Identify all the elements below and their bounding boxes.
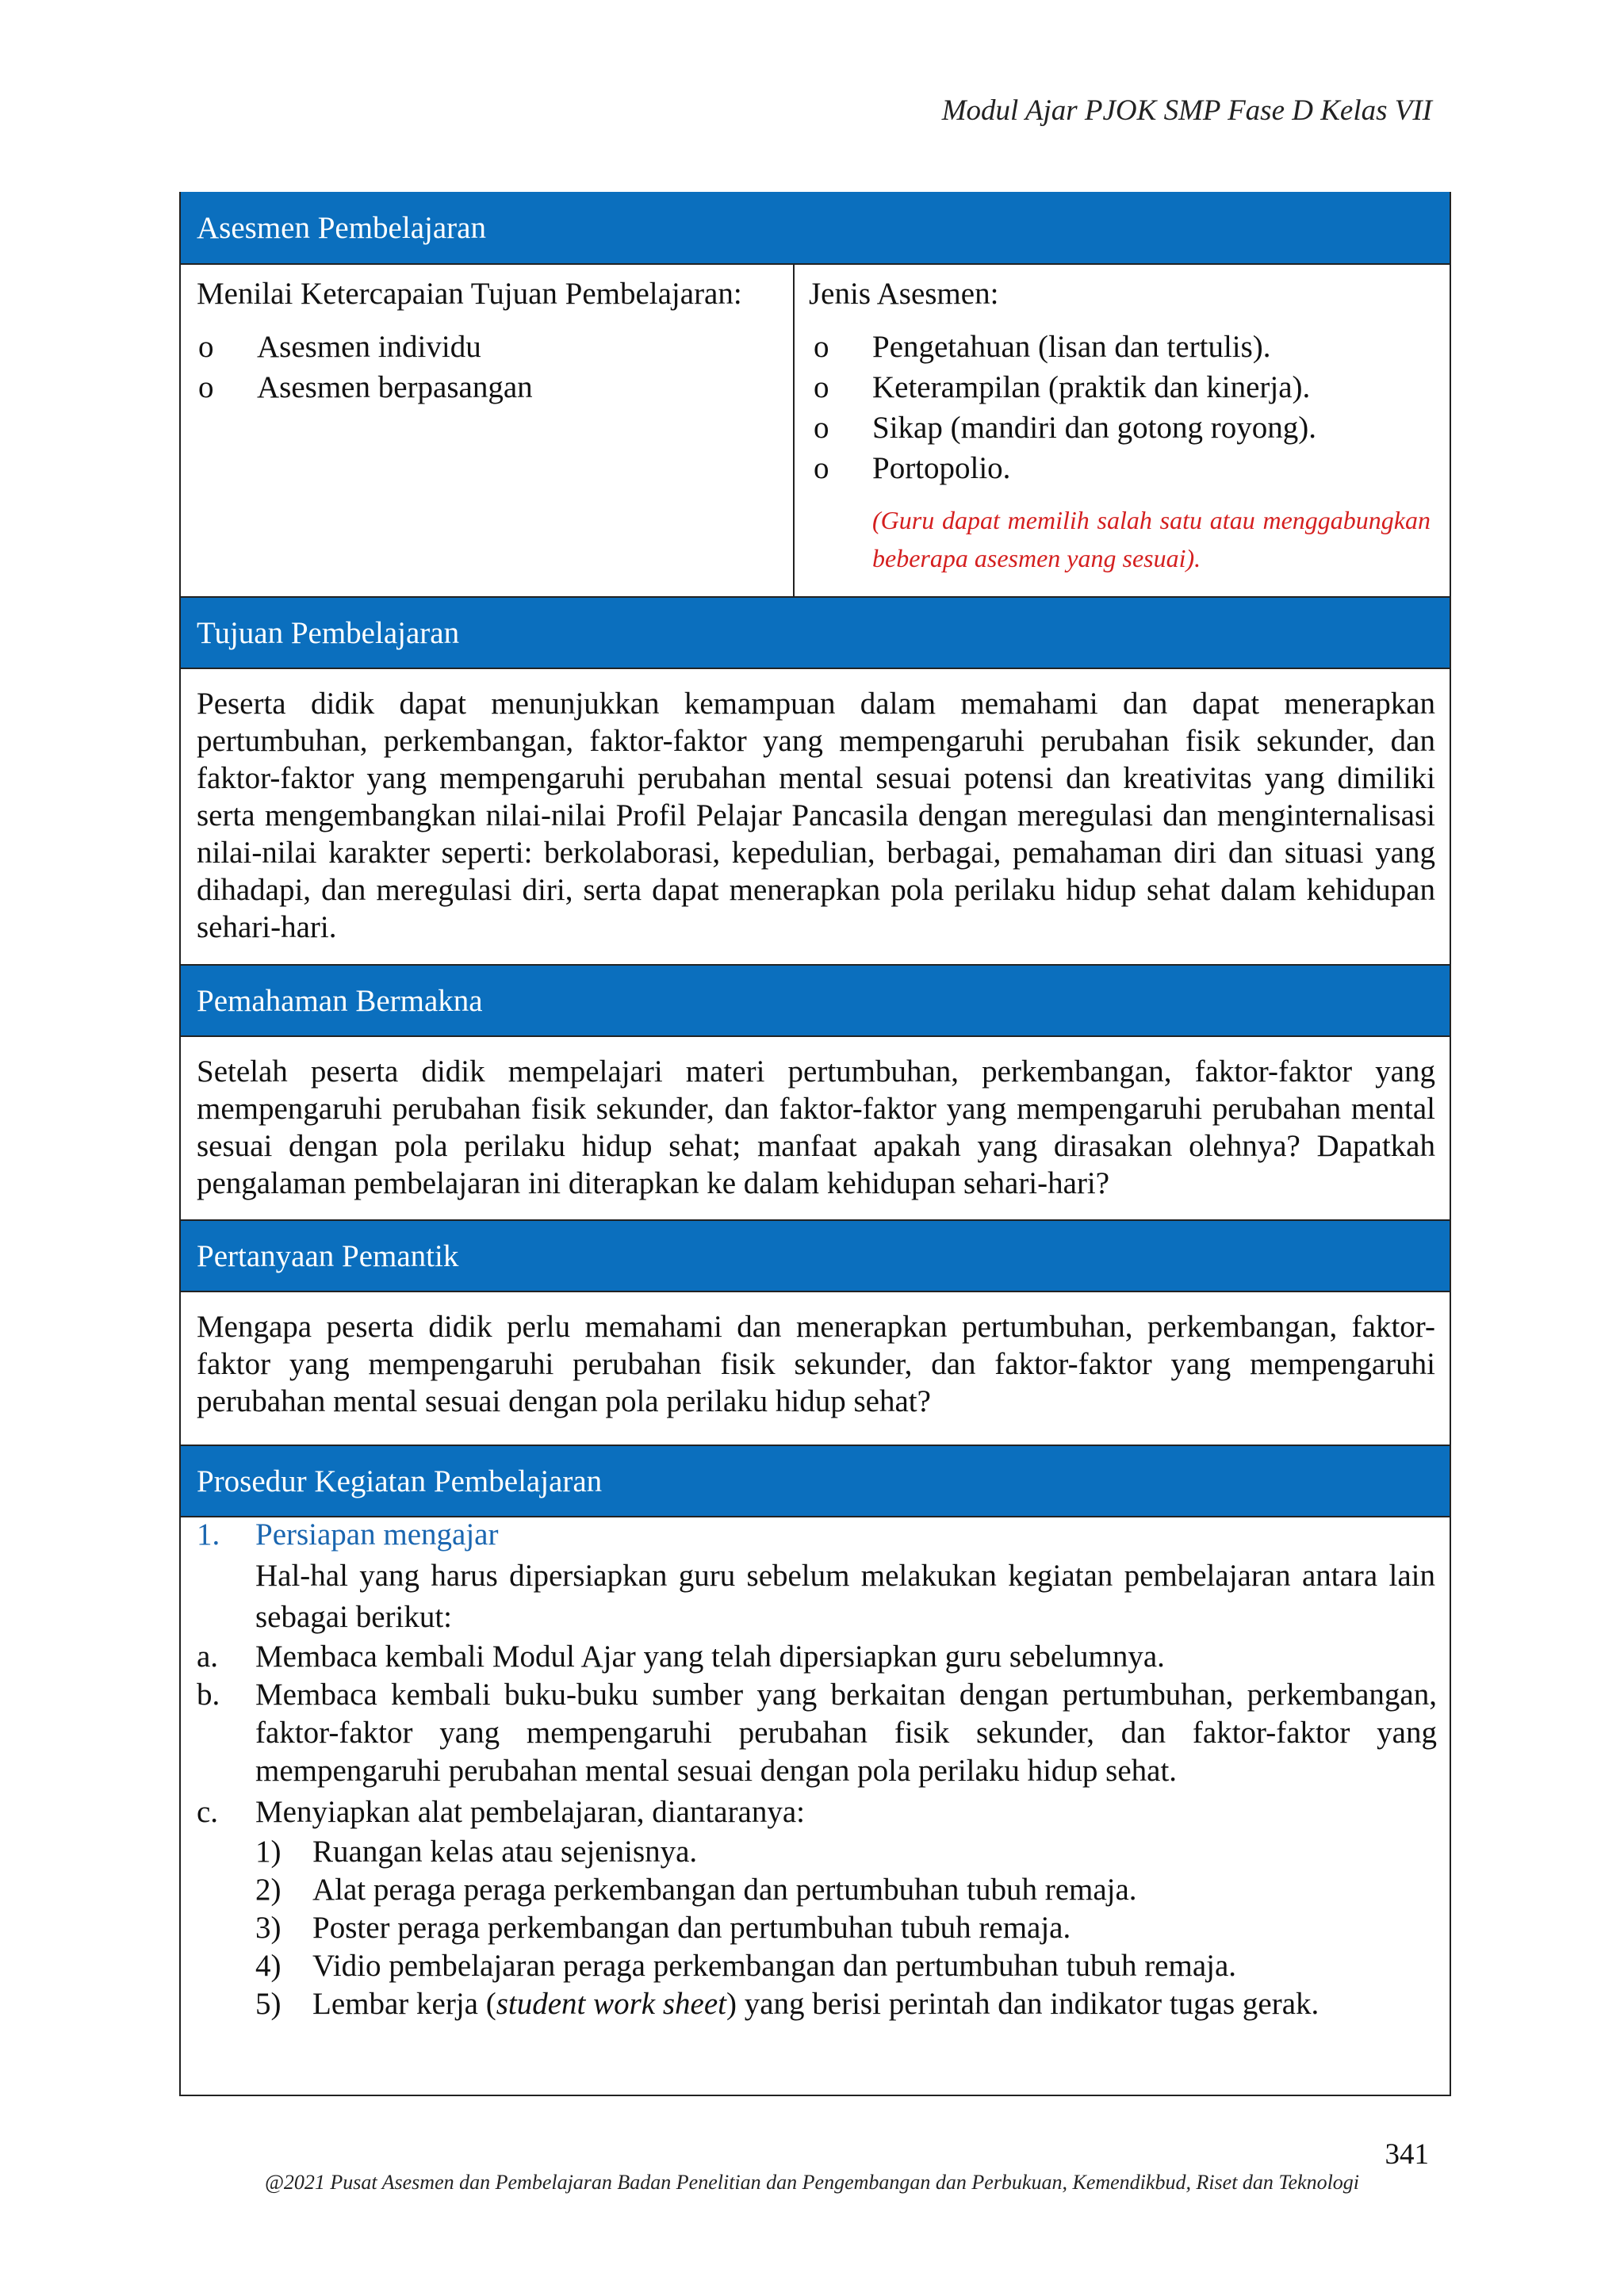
list-item xyxy=(198,327,785,367)
pertanyaan-heading xyxy=(181,1219,1450,1292)
bullet-mark: o xyxy=(814,411,829,445)
tujuan-body xyxy=(181,668,1450,964)
item-text: Membaca kembali Modul Ajar yang telah dipersiapkan guru sebelumnya. xyxy=(255,1640,1165,1674)
asesmen-heading xyxy=(181,192,1450,265)
bullet-mark: o xyxy=(814,370,829,404)
prosedur-heading xyxy=(181,1445,1450,1517)
sub-item-marker: 1) xyxy=(255,1835,282,1869)
list-item xyxy=(814,327,1432,367)
item-marker: c. xyxy=(197,1795,219,1829)
step-number: 1. xyxy=(197,1517,220,1552)
list-item-text: Keterampilan (praktik dan kinerja). xyxy=(872,370,1311,404)
item-marker: a. xyxy=(197,1640,219,1674)
asesmen-left-title: Menilai Ketercapaian Tujuan Pembelajaran: xyxy=(197,277,742,311)
sub-item-text xyxy=(312,1985,1423,2023)
sub-item-marker: 5) xyxy=(255,1987,282,2021)
list-item-text: Asesmen berpasangan xyxy=(257,370,533,404)
bullet-mark: o xyxy=(814,451,829,485)
tujuan-heading xyxy=(181,596,1450,669)
bullet-mark: o xyxy=(198,330,214,364)
bullet-mark: o xyxy=(814,330,829,364)
module-table xyxy=(179,192,1451,2096)
pemahaman-text: Setelah peserta didik mempelajari materi pertumbuhan, perkembangan, faktor-faktor yang mempengaruhi perubahan fisik sekunder, dan faktor-faktor yang mempengaruhi perubahan mental sesuai dengan pola perilaku hidup sehat; manfaat apakah yang dirasakan olehnya? Dapatkah pengalaman pembelajaran ini diterapkan ke dalam kehidupan sehari-hari? xyxy=(197,1054,1435,1200)
sub-item-text: Vidio pembelajaran peraga perkembangan dan pertumbuhan tubuh remaja. xyxy=(312,1949,1237,1983)
list-item xyxy=(814,448,1432,488)
asesmen-left-list xyxy=(198,327,785,408)
asesmen-right-list xyxy=(814,327,1432,488)
sub-item-text-end: ) yang berisi perintah dan indikator tugas gerak. xyxy=(726,1987,1320,2021)
list-item-text: Portopolio. xyxy=(872,451,1011,485)
running-header: Modul Ajar PJOK SMP Fase D Kelas VII xyxy=(941,94,1432,127)
list-item xyxy=(814,408,1432,448)
sub-item-text-start: Lembar kerja ( xyxy=(312,1987,496,2021)
pertanyaan-text: Mengapa peserta didik perlu memahami dan menerapkan pertumbuhan, perkembangan, faktor-faktor yang mempengaruhi perubahan fisik sekunder, dan faktor-faktor yang mempengaruhi perubahan mental sesuai dengan pola perilaku hidup sehat? xyxy=(197,1310,1435,1418)
asesmen-right-title: Jenis Asesmen: xyxy=(809,277,999,311)
item-text: Membaca kembali buku-buku sumber yang berkaitan dengan pertumbuhan, perkembangan, faktor-faktor yang mempengaruhi perubahan fisik sekunder, dan faktor-faktor yang mempengaruhi perubahan mental sesuai dengan pola perilaku hidup sehat. xyxy=(255,1678,1437,1788)
footer-copyright: @2021 Pusat Asesmen dan Pembelajaran Badan Penelitian dan Pengembangan dan Perbukuan, Kemendikbud, Riset dan Teknologi xyxy=(264,2171,1360,2194)
prosedur-heading-text: Prosedur Kegiatan Pembelajaran xyxy=(197,1464,603,1498)
item-marker: b. xyxy=(197,1678,220,1712)
sub-item-marker: 4) xyxy=(255,1949,282,1983)
list-item xyxy=(814,367,1432,408)
list-item-text: Pengetahuan (lisan dan tertulis). xyxy=(872,330,1271,364)
sub-item-text: Ruangan kelas atau sejenisnya. xyxy=(312,1835,698,1869)
pemahaman-body xyxy=(181,1035,1450,1219)
pertanyaan-heading-text: Pertanyaan Pemantik xyxy=(197,1238,459,1273)
list-item-text: Asesmen individu xyxy=(257,330,481,364)
prosedur-body xyxy=(181,1516,1450,2095)
list-item xyxy=(198,367,785,408)
step-title: Persiapan mengajar xyxy=(255,1517,499,1552)
item-text: Menyiapkan alat pembelajaran, diantaranya: xyxy=(255,1795,806,1829)
asesmen-body xyxy=(181,265,1450,598)
list-item-text: Sikap (mandiri dan gotong royong). xyxy=(872,411,1316,445)
prosedur-intro: Hal-hal yang harus dipersiapkan guru sebelum melakukan kegiatan pembelajaran antara lain sebagai berikut: xyxy=(255,1559,1435,1634)
tujuan-text: Peserta didik dapat menunjukkan kemampuan dalam memahami dan dapat menerapkan pertumbuhan, perkembangan, faktor-faktor yang mempengaruhi perubahan fisik sekunder, dan faktor-faktor yang mempengaruhi perubahan mental sesuai potensi dan kreativitas yang dimiliki serta mengembangkan nilai-nilai Profil Pelajar Pancasila dengan meregulasi dan menginternalisasi nilai-nilai karakter seperti: berkolaborasi, kepedulian, berbagai, pemahaman diri dan situasi yang dihadapi, dan meregulasi diri, serta dapat menerapkan pola perilaku hidup sehat dalam kehidupan sehari-hari. xyxy=(197,687,1435,944)
sub-item-marker: 3) xyxy=(255,1911,282,1945)
sub-item-text: Poster peraga perkembangan dan pertumbuhan tubuh remaja. xyxy=(312,1911,1071,1945)
pemahaman-heading xyxy=(181,964,1450,1037)
asesmen-teacher-note: (Guru dapat memilih salah satu atau menggabungkan beberapa asesmen yang sesuai). xyxy=(872,506,1431,572)
bullet-mark: o xyxy=(198,370,214,404)
asesmen-heading-text: Asesmen Pembelajaran xyxy=(197,210,486,245)
column-divider xyxy=(793,265,795,598)
pemahaman-heading-text: Pemahaman Bermakna xyxy=(197,983,483,1018)
sub-item-text-italic: student work sheet xyxy=(496,1987,726,2021)
sub-item-marker: 2) xyxy=(255,1873,282,1907)
tujuan-heading-text: Tujuan Pembelajaran xyxy=(197,615,460,650)
page-number: 341 xyxy=(1385,2138,1429,2171)
pertanyaan-body xyxy=(181,1291,1450,1445)
sub-item-text: Alat peraga peraga perkembangan dan pertumbuhan tubuh remaja. xyxy=(312,1873,1137,1907)
